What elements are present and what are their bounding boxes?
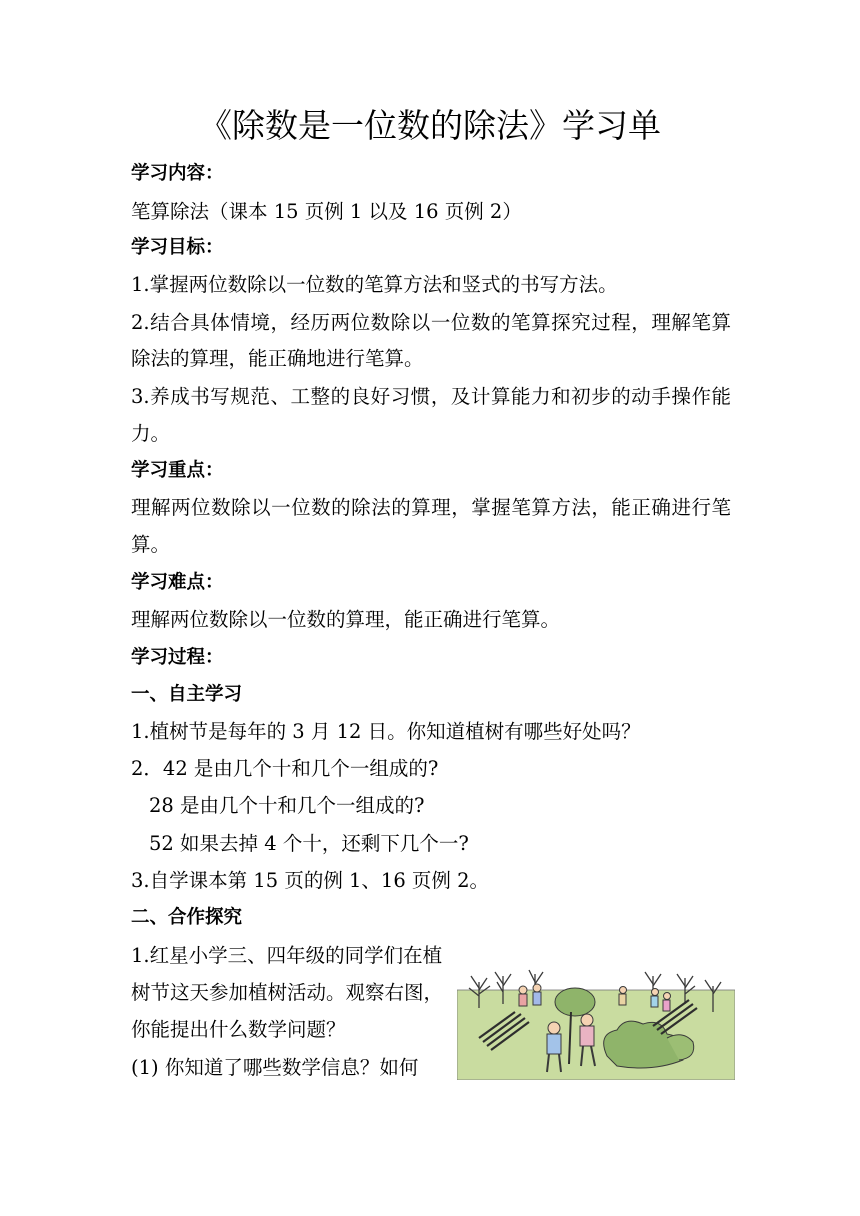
key-line-2: 算。 <box>131 533 171 556</box>
section-2-line-1: 1.红星小学三、四年级的同学们在植 <box>131 944 443 967</box>
content-heading: 学习内容： <box>131 163 224 184</box>
goal-1: 1.掌握两位数除以一位数的笔算方法和竖式的书写方法。 <box>131 273 618 296</box>
difficulty-heading: 学习难点： <box>131 572 224 593</box>
section-2-line-2: 树节这天参加植树活动。观察右图， <box>131 981 444 1004</box>
section-1-item-2c: 52 如果去掉 4 个十，还剩下几个一? <box>149 832 469 855</box>
process-heading: 学习过程： <box>131 647 224 668</box>
key-heading: 学习重点： <box>131 460 224 481</box>
page-title: 《除数是一位数的除法》学习单 <box>199 106 661 145</box>
section-2-line-4: (1) 你知道了哪些数学信息？如何 <box>131 1056 419 1079</box>
goal-2-line-1: 2.结合具体情境，经历两位数除以一位数的笔算探究过程，理解笔算 <box>131 311 731 334</box>
section-1-item-1: 1.植树节是每年的 3 月 12 日。你知道植树有哪些好处吗？ <box>131 720 641 743</box>
section-2-heading: 二、合作探究 <box>131 907 243 928</box>
goal-3-line-1: 3.养成书写规范、工整的良好习惯，及计算能力和初步的动手操作能 <box>131 385 731 408</box>
section-2-line-3: 你能提出什么数学问题？ <box>131 1018 346 1041</box>
key-line-1: 理解两位数除以一位数的除法的算理，掌握笔算方法，能正确进行笔 <box>131 496 731 519</box>
section-1-heading: 一、自主学习 <box>131 684 243 705</box>
goal-3-line-2: 力。 <box>131 422 171 445</box>
goals-heading: 学习目标： <box>131 237 224 258</box>
content-text: 笔算除法（课本 15 页例 1 以及 16 页例 2） <box>131 200 522 223</box>
tree-planting-scene-icon <box>457 968 735 1080</box>
section-1-item-2b: 28 是由几个十和几个一组成的? <box>149 794 425 817</box>
goal-2-line-2: 除法的算理，能正确地进行笔算。 <box>131 347 424 370</box>
difficulty-text: 理解两位数除以一位数的算理，能正确进行笔算。 <box>131 608 561 631</box>
section-1-item-2: 2．42 是由几个十和几个一组成的? <box>131 757 439 780</box>
section-1-item-3: 3.自学课本第 15 页的例 1、16 页例 2。 <box>131 869 490 892</box>
